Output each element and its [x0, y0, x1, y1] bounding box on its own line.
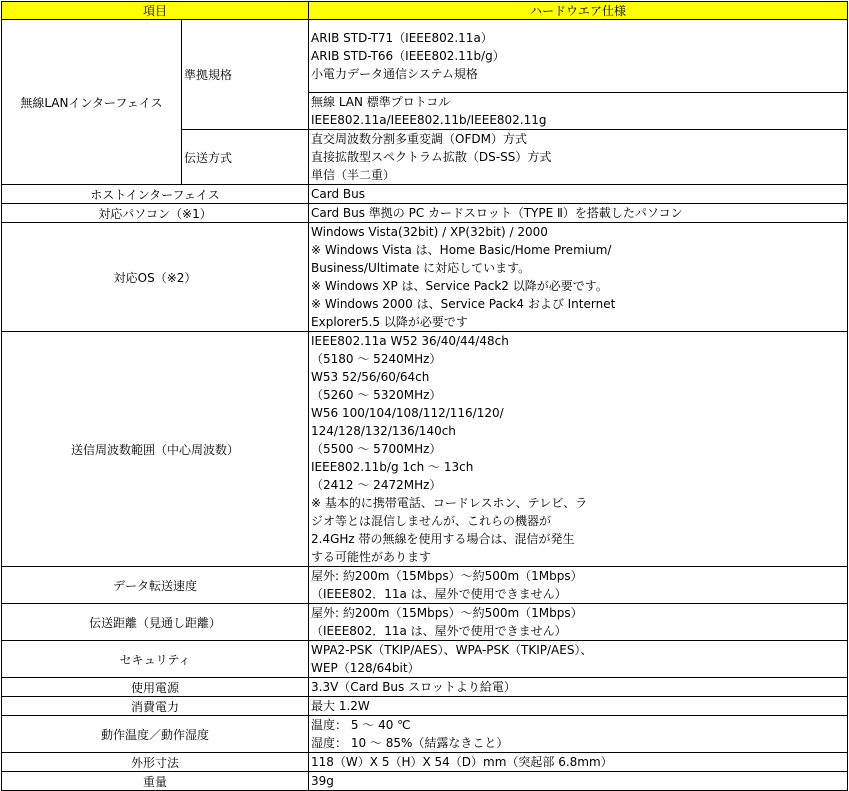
row-weight	[2, 772, 848, 791]
freq-label: 送信周波数範囲（中心周波数）	[2, 332, 309, 567]
standards-value-2: 無線 LAN 標準プロトコル IEEE802.11a/IEEE802.11b/IEEE802.11g	[309, 93, 848, 130]
row-consumption	[2, 697, 848, 716]
wireless-label: 無線LANインターフェイス	[2, 20, 182, 185]
os-value: Windows Vista(32bit) / XP(32bit) / 2000 ※ Windows Vista は、Home Basic/Home Premium/ Business/Ultimate に対応しています。 ※ Windows XP は、Service Pack2 以降が必要です。 ※ Windows 2000 は、Service Pack4 および Internet Explorer5.5 以降が必要です	[309, 223, 848, 332]
transmission-label: 伝送方式	[182, 130, 309, 185]
row-freq	[2, 332, 848, 567]
speed-label: データ転送速度	[2, 567, 309, 604]
consumption-value: 最大 1.2W	[309, 697, 848, 716]
speed-value: 屋外: 約200m（15Mbps）〜約500m（1Mbps） （IEEE802．11a は、屋外で使用できません）	[309, 567, 848, 604]
security-value: WPA2-PSK（TKIP/AES）、WPA-PSK（TKIP/AES）、 WEP（128/64bit）	[309, 641, 848, 678]
row-host	[2, 185, 848, 204]
os-label: 対応OS（※2）	[2, 223, 309, 332]
row-security	[2, 641, 848, 678]
consumption-label: 消費電力	[2, 697, 309, 716]
row-pc	[2, 204, 848, 223]
row-os	[2, 223, 848, 332]
freq-value: IEEE802.11a W52 36/40/44/48ch （5180 〜 5240MHz） W53 52/56/60/64ch （5260 〜 5320MHz） W56 100/104/108/112/116/120/ 124/128/132/136/140ch （5500 〜 5700MHz） IEEE802.11b/g 1ch 〜 13ch （2412 〜 2472MHz） ※ 基本的に携帯電話、コードレスホン、テレビ、ラ ジオ等とは混信しませんが、これらの機器が 2.4GHz 帯の無線を使用する場合は、混信が発生 する可能性があります	[309, 332, 848, 567]
row-size	[2, 753, 848, 772]
pc-value: Card Bus 準拠の PC カードスロット（TYPE Ⅱ）を搭載したパソコン	[309, 204, 848, 223]
standards-label: 準拠規格	[182, 20, 309, 130]
header-spec: ハードウエア仕様	[309, 2, 848, 20]
host-label: ホストインターフェイス	[2, 185, 309, 204]
temp-label: 動作温度／動作湿度	[2, 716, 309, 753]
row-power	[2, 678, 848, 697]
distance-label: 伝送距離（見通し距離）	[2, 604, 309, 641]
row-speed	[2, 567, 848, 604]
transmission-value: 直交周波数分割多重変調（OFDM）方式 直接拡散型スペクトラム拡散（DS-SS）方式 単信（半二重）	[309, 130, 848, 185]
temp-value: 温度： 5 〜 40 ℃ 湿度： 10 〜 85%（結露なきこと）	[309, 716, 848, 753]
security-label: セキュリティ	[2, 641, 309, 678]
power-label: 使用電源	[2, 678, 309, 697]
pc-label: 対応パソコン（※1）	[2, 204, 309, 223]
weight-label: 重量	[2, 772, 309, 791]
size-label: 外形寸法	[2, 753, 309, 772]
header-row	[2, 2, 848, 20]
host-value: Card Bus	[309, 185, 848, 204]
standards-value-1: ARIB STD-T71（IEEE802.11a） ARIB STD-T66（IEEE802.11b/g） 小電力データ通信システム規格	[309, 20, 848, 93]
row-distance	[2, 604, 848, 641]
spec-table	[1, 1, 848, 791]
size-value: 118（W）X 5（H）X 54（D）mm（突起部 6.8mm）	[309, 753, 848, 772]
power-value: 3.3V（Card Bus スロットより給電）	[309, 678, 848, 697]
row-standards	[2, 20, 848, 93]
row-temp	[2, 716, 848, 753]
distance-value: 屋外: 約200m（15Mbps）〜約500m（1Mbps） （IEEE802．11a は、屋外で使用できません）	[309, 604, 848, 641]
weight-value: 39g	[309, 772, 848, 791]
header-item: 項目	[2, 2, 309, 20]
